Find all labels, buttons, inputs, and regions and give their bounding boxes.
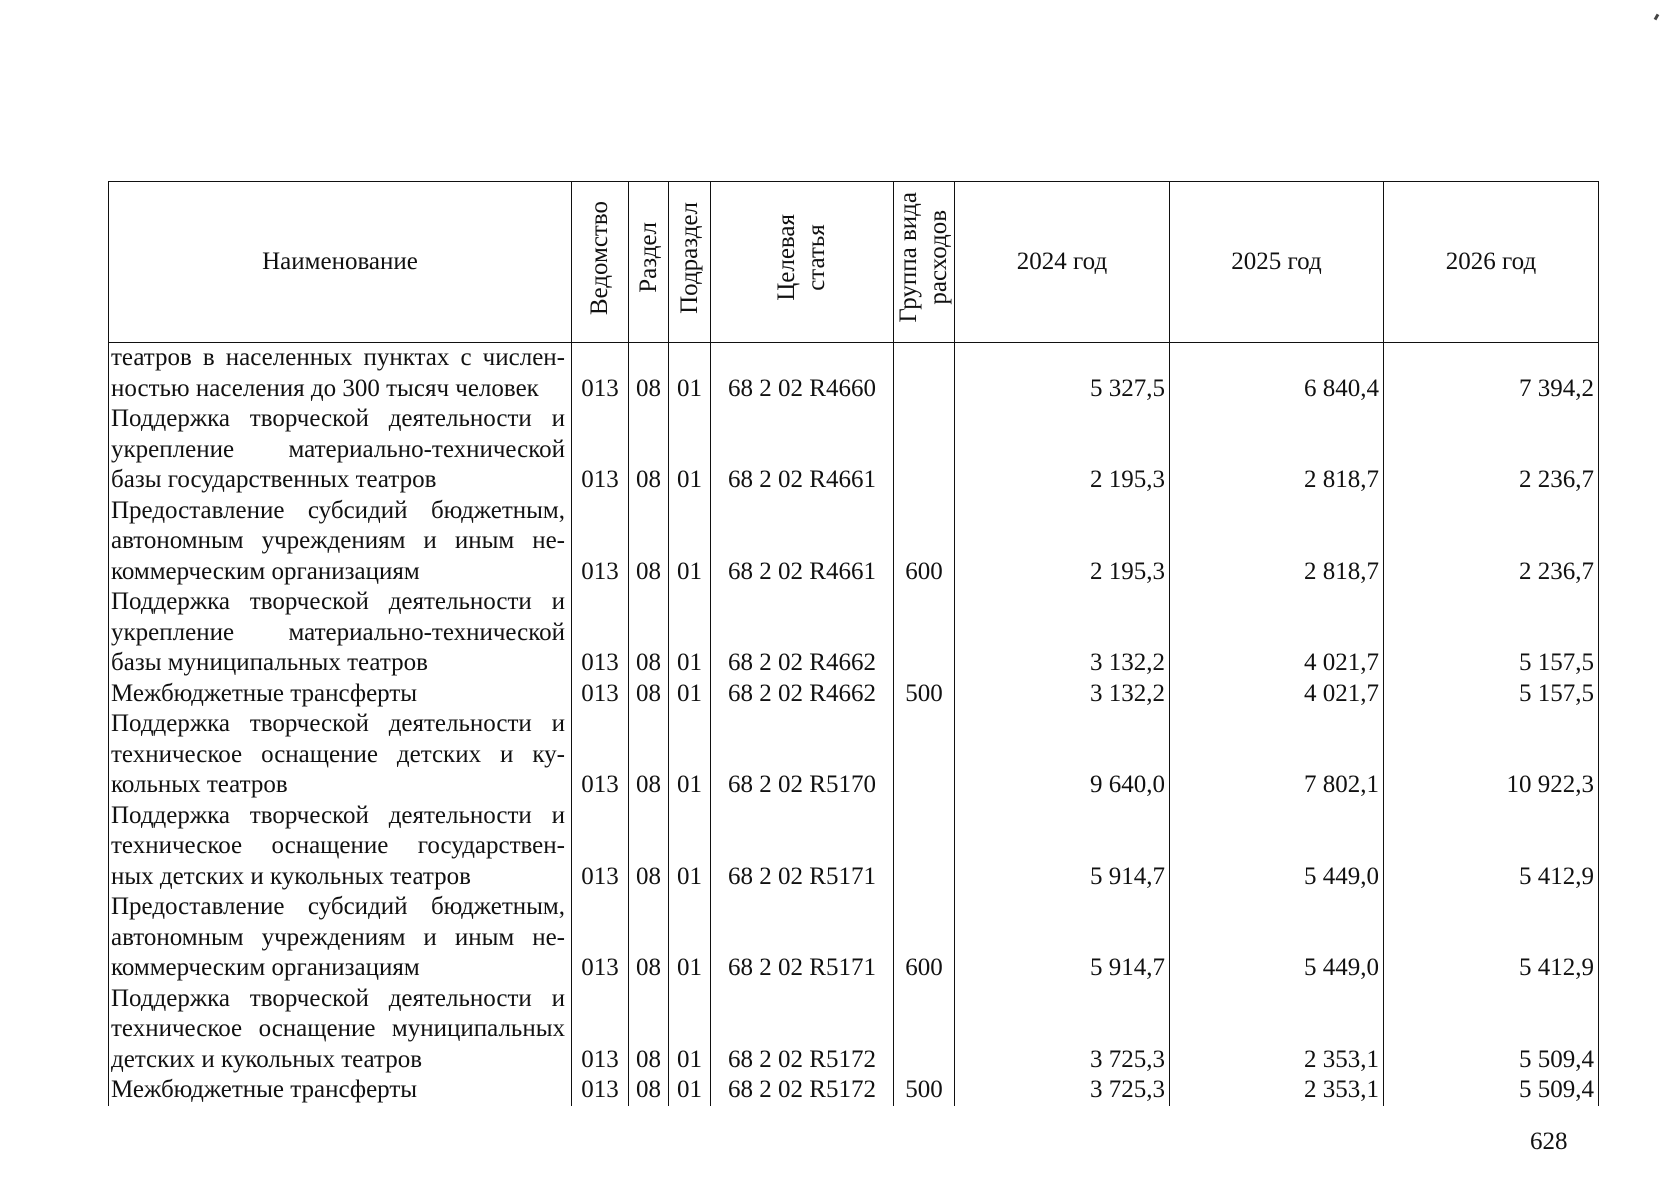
row-value-2026: 2 236,7: [1384, 496, 1599, 588]
row-expense-group: [894, 587, 955, 679]
row-section: 08: [629, 404, 669, 496]
table-row: [109, 587, 1599, 679]
row-value-2024: 5 914,7: [955, 892, 1170, 984]
row-name-line: Предоставление субсидий бюджетным,: [111, 496, 565, 524]
table-row: [109, 496, 1599, 588]
row-department: 013: [572, 709, 629, 801]
row-value-2025: 2 818,7: [1170, 496, 1384, 588]
row-subsection: 01: [669, 679, 711, 710]
header-name: Наименование: [109, 182, 572, 343]
row-target-item: 68 2 02 R4662: [711, 587, 894, 679]
row-expense-group: [894, 343, 955, 405]
row-name: [109, 679, 572, 710]
row-target-item: 68 2 02 R4662: [711, 679, 894, 710]
row-value-2026: 5 509,4: [1384, 984, 1599, 1076]
row-expense-group: [894, 984, 955, 1076]
header-2025: 2025 год: [1170, 182, 1384, 343]
table-row: [109, 404, 1599, 496]
row-subsection: 01: [669, 801, 711, 893]
row-section: 08: [629, 709, 669, 801]
row-department: 013: [572, 404, 629, 496]
row-value-2024: 5 327,5: [955, 343, 1170, 405]
row-value-2025: 4 021,7: [1170, 679, 1384, 710]
row-section: 08: [629, 801, 669, 893]
row-department: 013: [572, 587, 629, 679]
row-department: 013: [572, 984, 629, 1076]
row-value-2026: 5 157,5: [1384, 679, 1599, 710]
row-subsection: 01: [669, 984, 711, 1076]
table-row: [109, 343, 1599, 405]
page-number: 628: [1530, 1128, 1568, 1155]
table-header-row: [109, 182, 1599, 343]
row-department: 013: [572, 801, 629, 893]
row-name: [109, 404, 572, 496]
row-target-item: 68 2 02 R5170: [711, 709, 894, 801]
row-name: [109, 343, 572, 405]
row-name-line: ных детских и кукольных театров: [111, 862, 471, 890]
row-value-2026: 7 394,2: [1384, 343, 1599, 405]
table-row: [109, 801, 1599, 893]
row-value-2025: 2 818,7: [1170, 404, 1384, 496]
row-name: [109, 496, 572, 588]
row-subsection: 01: [669, 496, 711, 588]
row-section: 08: [629, 587, 669, 679]
row-name: [109, 709, 572, 801]
row-value-2024: 9 640,0: [955, 709, 1170, 801]
row-name-line: укрепление материально-технической: [111, 435, 565, 463]
row-subsection: 01: [669, 892, 711, 984]
row-value-2024: 2 195,3: [955, 496, 1170, 588]
row-expense-group: [894, 801, 955, 893]
row-value-2024: 5 914,7: [955, 801, 1170, 893]
row-subsection: 01: [669, 587, 711, 679]
row-name-line: техническое оснащение детских и ку-: [111, 740, 565, 768]
row-value-2024: 2 195,3: [955, 404, 1170, 496]
row-section: 08: [629, 892, 669, 984]
row-name-line: детских и кукольных театров: [111, 1045, 422, 1073]
scan-mark: [1654, 14, 1660, 21]
row-value-2025: 6 840,4: [1170, 343, 1384, 405]
table-body: [109, 343, 1599, 1106]
row-expense-group: 500: [894, 1075, 955, 1106]
row-name-line: театров в населенных пунктах с числен-: [111, 344, 565, 371]
row-name-line: базы муниципальных театров: [111, 649, 428, 676]
row-name: [109, 587, 572, 679]
row-value-2026: 5 412,9: [1384, 892, 1599, 984]
header-subsection: Подраздел: [669, 182, 711, 343]
row-value-2026: 10 922,3: [1384, 709, 1599, 801]
row-name-line: коммерческим организациям: [111, 954, 420, 981]
row-name: [109, 984, 572, 1076]
row-subsection: 01: [669, 343, 711, 405]
row-section: 08: [629, 343, 669, 405]
row-target-item: 68 2 02 R4661: [711, 496, 894, 588]
row-value-2025: 5 449,0: [1170, 892, 1384, 984]
row-section: 08: [629, 1075, 669, 1106]
row-section: 08: [629, 496, 669, 588]
row-name-line: ностью населения до 300 тысяч человек: [111, 374, 539, 402]
row-target-item: 68 2 02 R5171: [711, 801, 894, 893]
table-row: [109, 679, 1599, 710]
row-target-item: 68 2 02 R5172: [711, 984, 894, 1076]
row-value-2025: 7 802,1: [1170, 709, 1384, 801]
row-name-line: автономным учреждениям и иным не-: [111, 923, 565, 951]
row-value-2026: 5 509,4: [1384, 1075, 1599, 1106]
row-value-2024: 3 725,3: [955, 1075, 1170, 1106]
row-expense-group: [894, 404, 955, 496]
row-name-line: Поддержка творческой деятельности и: [111, 405, 565, 432]
row-name-line: техническое оснащение государствен-: [111, 832, 565, 859]
header-target-item: Целевая статья: [711, 182, 894, 343]
header-department: Ведомство: [572, 182, 629, 343]
row-value-2025: 4 021,7: [1170, 587, 1384, 679]
row-target-item: 68 2 02 R5171: [711, 892, 894, 984]
row-value-2025: 5 449,0: [1170, 801, 1384, 893]
row-name-line: Межбюджетные трансферты: [111, 679, 418, 707]
row-expense-group: [894, 709, 955, 801]
row-value-2024: 3 132,2: [955, 587, 1170, 679]
row-name: [109, 892, 572, 984]
row-department: 013: [572, 1075, 629, 1106]
row-name-line: Поддержка творческой деятельности и: [111, 710, 565, 737]
row-department: 013: [572, 679, 629, 710]
row-subsection: 01: [669, 1075, 711, 1106]
row-subsection: 01: [669, 709, 711, 801]
table-row: [109, 1075, 1599, 1106]
row-name-line: Межбюджетные трансферты: [111, 1076, 418, 1103]
row-target-item: 68 2 02 R4661: [711, 404, 894, 496]
row-value-2025: 2 353,1: [1170, 1075, 1384, 1106]
row-name-line: техническое оснащение муниципальных: [111, 1015, 565, 1042]
row-subsection: 01: [669, 404, 711, 496]
row-name-line: базы государственных театров: [111, 466, 437, 493]
row-target-item: 68 2 02 R4660: [711, 343, 894, 405]
header-2024: 2024 год: [955, 182, 1170, 343]
row-expense-group: 600: [894, 892, 955, 984]
row-name-line: автономным учреждениям и иным не-: [111, 527, 565, 554]
row-target-item: 68 2 02 R5172: [711, 1075, 894, 1106]
row-name: [109, 801, 572, 893]
header-expense-group: Группа вида расходов: [894, 182, 955, 343]
row-value-2025: 2 353,1: [1170, 984, 1384, 1076]
row-value-2026: 2 236,7: [1384, 404, 1599, 496]
row-section: 08: [629, 679, 669, 710]
row-name-line: укрепление материально-технической: [111, 618, 565, 646]
header-section: Раздел: [629, 182, 669, 343]
row-name-line: кольных театров: [111, 771, 288, 798]
row-value-2024: 3 725,3: [955, 984, 1170, 1076]
row-value-2024: 3 132,2: [955, 679, 1170, 710]
row-name-line: Поддержка творческой деятельности и: [111, 801, 565, 829]
row-department: 013: [572, 343, 629, 405]
row-expense-group: 500: [894, 679, 955, 710]
row-name-line: коммерческим организациям: [111, 557, 420, 585]
row-department: 013: [572, 892, 629, 984]
row-expense-group: 600: [894, 496, 955, 588]
row-name-line: Поддержка творческой деятельности и: [111, 588, 565, 615]
row-name-line: Предоставление субсидий бюджетным,: [111, 893, 565, 920]
row-name-line: Поддержка творческой деятельности и: [111, 984, 565, 1012]
table-row: [109, 984, 1599, 1076]
row-department: 013: [572, 496, 629, 588]
row-section: 08: [629, 984, 669, 1076]
row-value-2026: 5 157,5: [1384, 587, 1599, 679]
budget-table: [108, 181, 1599, 1106]
row-value-2026: 5 412,9: [1384, 801, 1599, 893]
table-row: [109, 892, 1599, 984]
row-name: [109, 1075, 572, 1106]
header-2026: 2026 год: [1384, 182, 1599, 343]
table-row: [109, 709, 1599, 801]
